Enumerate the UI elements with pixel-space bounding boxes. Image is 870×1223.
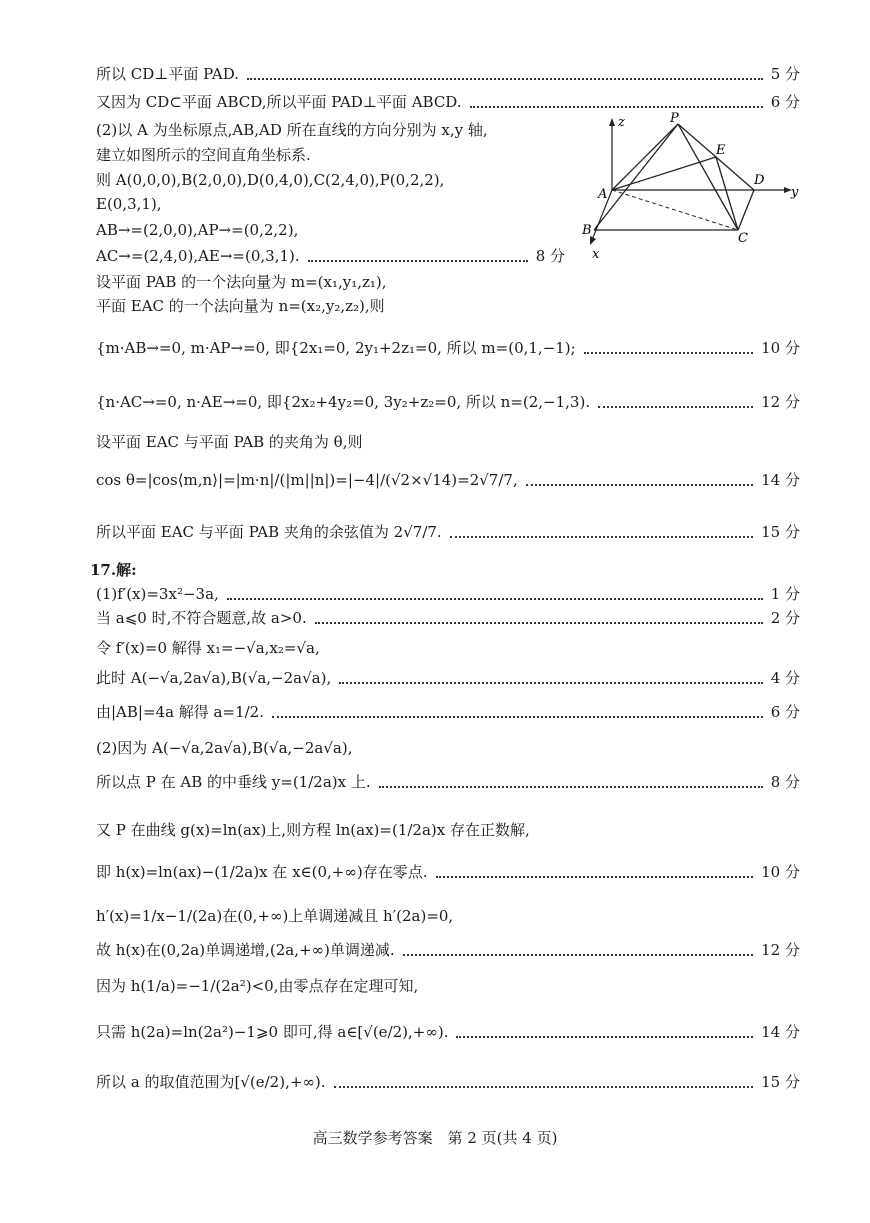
solution-line: E(0,3,1),: [96, 195, 162, 213]
coordinate-figure: [572, 112, 812, 262]
solution-line: 所以平面 EAC 与平面 PAB 夹角的余弦值为 2√7/7. 15 分: [96, 523, 800, 541]
label-z: z: [618, 115, 625, 130]
solution-line: 此时 A(−√a,2a√a),B(√a,−2a√a), 4 分: [96, 669, 800, 687]
solution-line: h′(x)=1/x−1/(2a)在(0,+∞)上单调递减且 h′(2a)=0,: [96, 907, 454, 925]
solution-line: 由|AB|=4a 解得 a=1/2. 6 分: [96, 703, 800, 721]
label-p: P: [670, 112, 679, 126]
solution-line: 只需 h(2a)=ln(2a²)−1⩾0 即可,得 a∈[√(e/2),+∞). 14 分: [96, 1023, 800, 1041]
solution-line: (2)因为 A(−√a,2a√a),B(√a,−2a√a),: [96, 739, 353, 757]
solution-line: {m·AB→=0, m·AP→=0, 即{2x₁=0, 2y₁+2z₁=0, 所以 m=(0,1,−1); 10 分: [96, 339, 800, 357]
solution-line: cos θ=|cos⟨m,n⟩|=|m·n|/(|m||n|)=|−4|/(√2×√14)=2√7/7, 14 分: [96, 471, 800, 489]
solution-line: 所以点 P 在 AB 的中垂线 y=(1/2a)x 上. 8 分: [96, 773, 800, 791]
solution-line: AC→=(2,4,0),AE→=(0,3,1). 8 分: [96, 247, 565, 265]
solution-line: 令 f′(x)=0 解得 x₁=−√a,x₂=√a,: [96, 639, 320, 657]
solution-line: 设平面 EAC 与平面 PAB 的夹角为 θ,则: [96, 433, 363, 451]
solution-line: (2)以 A 为坐标原点,AB,AD 所在直线的方向分别为 x,y 轴,: [96, 121, 488, 139]
solution-line: (1)f′(x)=3x²−3a, 1 分: [96, 585, 800, 603]
solution-line: 故 h(x)在(0,2a)单调递增,(2a,+∞)单调递减. 12 分: [96, 941, 800, 959]
solution-line: 则 A(0,0,0),B(2,0,0),D(0,4,0),C(2,4,0),P(0,2,2),: [96, 171, 445, 189]
solution-line: 所以 a 的取值范围为[√(e/2),+∞). 15 分: [96, 1073, 800, 1091]
solution-line: 平面 EAC 的一个法向量为 n=(x₂,y₂,z₂),则: [96, 297, 385, 315]
solution-line: 当 a⩽0 时,不符合题意,故 a>0. 2 分: [96, 609, 800, 627]
solution-line: 即 h(x)=ln(ax)−(1/2a)x 在 x∈(0,+∞)存在零点. 10 分: [96, 863, 800, 881]
solution-line: 又因为 CD⊂平面 ABCD,所以平面 PAD⊥平面 ABCD. 6 分: [96, 93, 800, 111]
solution-line: 设平面 PAB 的一个法向量为 m=(x₁,y₁,z₁),: [96, 273, 387, 291]
solution-line: 又 P 在曲线 g(x)=ln(ax)上,则方程 ln(ax)=(1/2a)x 存在正数解,: [96, 821, 530, 839]
page-footer: 高三数学参考答案 第 2 页(共 4 页): [312, 1129, 558, 1147]
solution-line: 因为 h(1/a)=−1/(2a²)<0,由零点存在定理可知,: [96, 977, 419, 995]
label-d: D: [754, 173, 765, 188]
solution-line: 建立如图所示的空间直角坐标系.: [96, 146, 311, 164]
label-c: C: [738, 231, 748, 246]
label-b: B: [582, 223, 592, 238]
label-e: E: [716, 143, 726, 158]
solution-line: 17.解:: [90, 561, 137, 579]
solution-line: 所以 CD⊥平面 PAD. 5 分: [96, 65, 800, 83]
solution-line: AB→=(2,0,0),AP→=(0,2,2),: [96, 221, 299, 239]
solution-line: {n·AC→=0, n·AE→=0, 即{2x₂+4y₂=0, 3y₂+z₂=0, 所以 n=(2,−1,3). 12 分: [96, 393, 800, 411]
label-a: A: [598, 187, 608, 202]
label-x: x: [592, 247, 600, 262]
label-y: y: [791, 185, 799, 200]
